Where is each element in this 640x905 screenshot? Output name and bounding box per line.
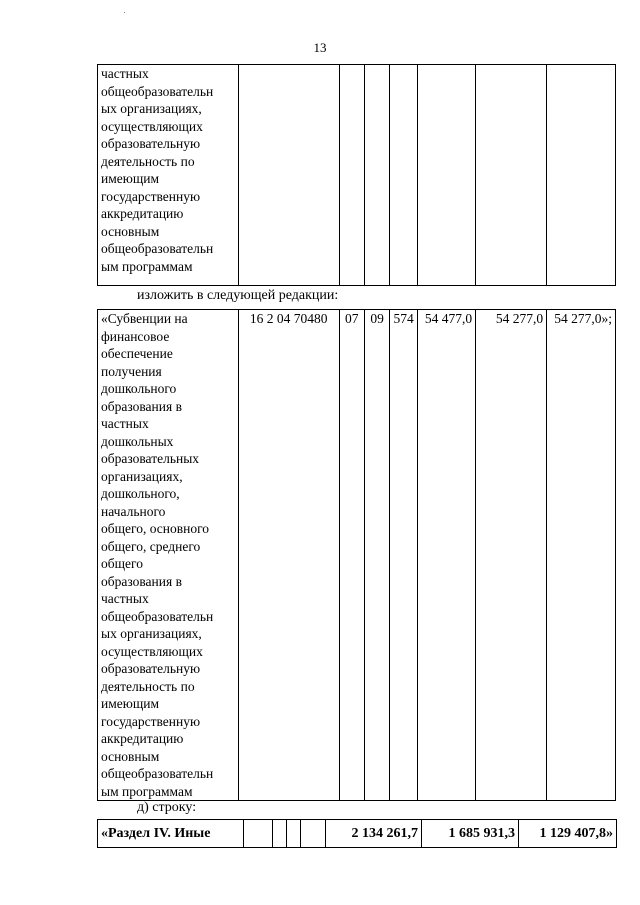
section-cell <box>273 820 287 848</box>
edit-instruction: изложить в следующей редакции: <box>137 288 339 303</box>
budget-table-old-row <box>97 64 616 286</box>
section-cell: 07 <box>339 310 364 801</box>
subsection-cell <box>364 65 389 286</box>
value-cell-3: 1 129 407,8» <box>519 820 617 848</box>
expense-type-cell <box>301 820 326 848</box>
code-cell <box>238 65 339 286</box>
row-name-cell: «Субвенции на финансовое обеспечение получения дошкольного образования в частных дошкольных образовательных организациях, дошкольного, начального общего, основного общего, среднего общего образования в частных общеобразовательн ых организациях, осуществляющих образовательную деятельность по имеющим государственную аккредитацию основным общеобразовательн ым программам <box>98 310 239 801</box>
page-number: 13 <box>313 40 327 55</box>
subsection-cell: 09 <box>364 310 389 801</box>
budget-table-new-row <box>97 309 616 801</box>
value-cell-3: 54 277,0»; <box>547 310 616 801</box>
budget-table-section-row <box>97 819 617 848</box>
value-cell-3 <box>547 65 616 286</box>
value-cell-1: 2 134 261,7 <box>326 820 422 848</box>
table-row <box>98 310 616 801</box>
value-cell-1 <box>417 65 475 286</box>
table-row <box>98 820 617 848</box>
row-name-cell: «Раздел IV. Иные <box>98 820 244 848</box>
code-cell: 16 2 04 70480 <box>238 310 339 801</box>
edit-instruction: д) строку: <box>137 800 197 815</box>
code-cell <box>244 820 273 848</box>
value-cell-2: 1 685 931,3 <box>422 820 519 848</box>
table-row <box>98 65 616 286</box>
value-cell-2 <box>476 65 547 286</box>
scan-mark <box>124 12 125 13</box>
row-name-cell: частных общеобразовательн ых организациях, осуществляющих образовательную деятельность по имеющим государственную aккредитацию основным общеобразовательн ым программам <box>98 65 239 286</box>
subsection-cell <box>287 820 301 848</box>
expense-type-cell: 574 <box>390 310 418 801</box>
expense-type-cell <box>390 65 418 286</box>
section-cell <box>339 65 364 286</box>
value-cell-2: 54 277,0 <box>476 310 547 801</box>
value-cell-1: 54 477,0 <box>417 310 475 801</box>
